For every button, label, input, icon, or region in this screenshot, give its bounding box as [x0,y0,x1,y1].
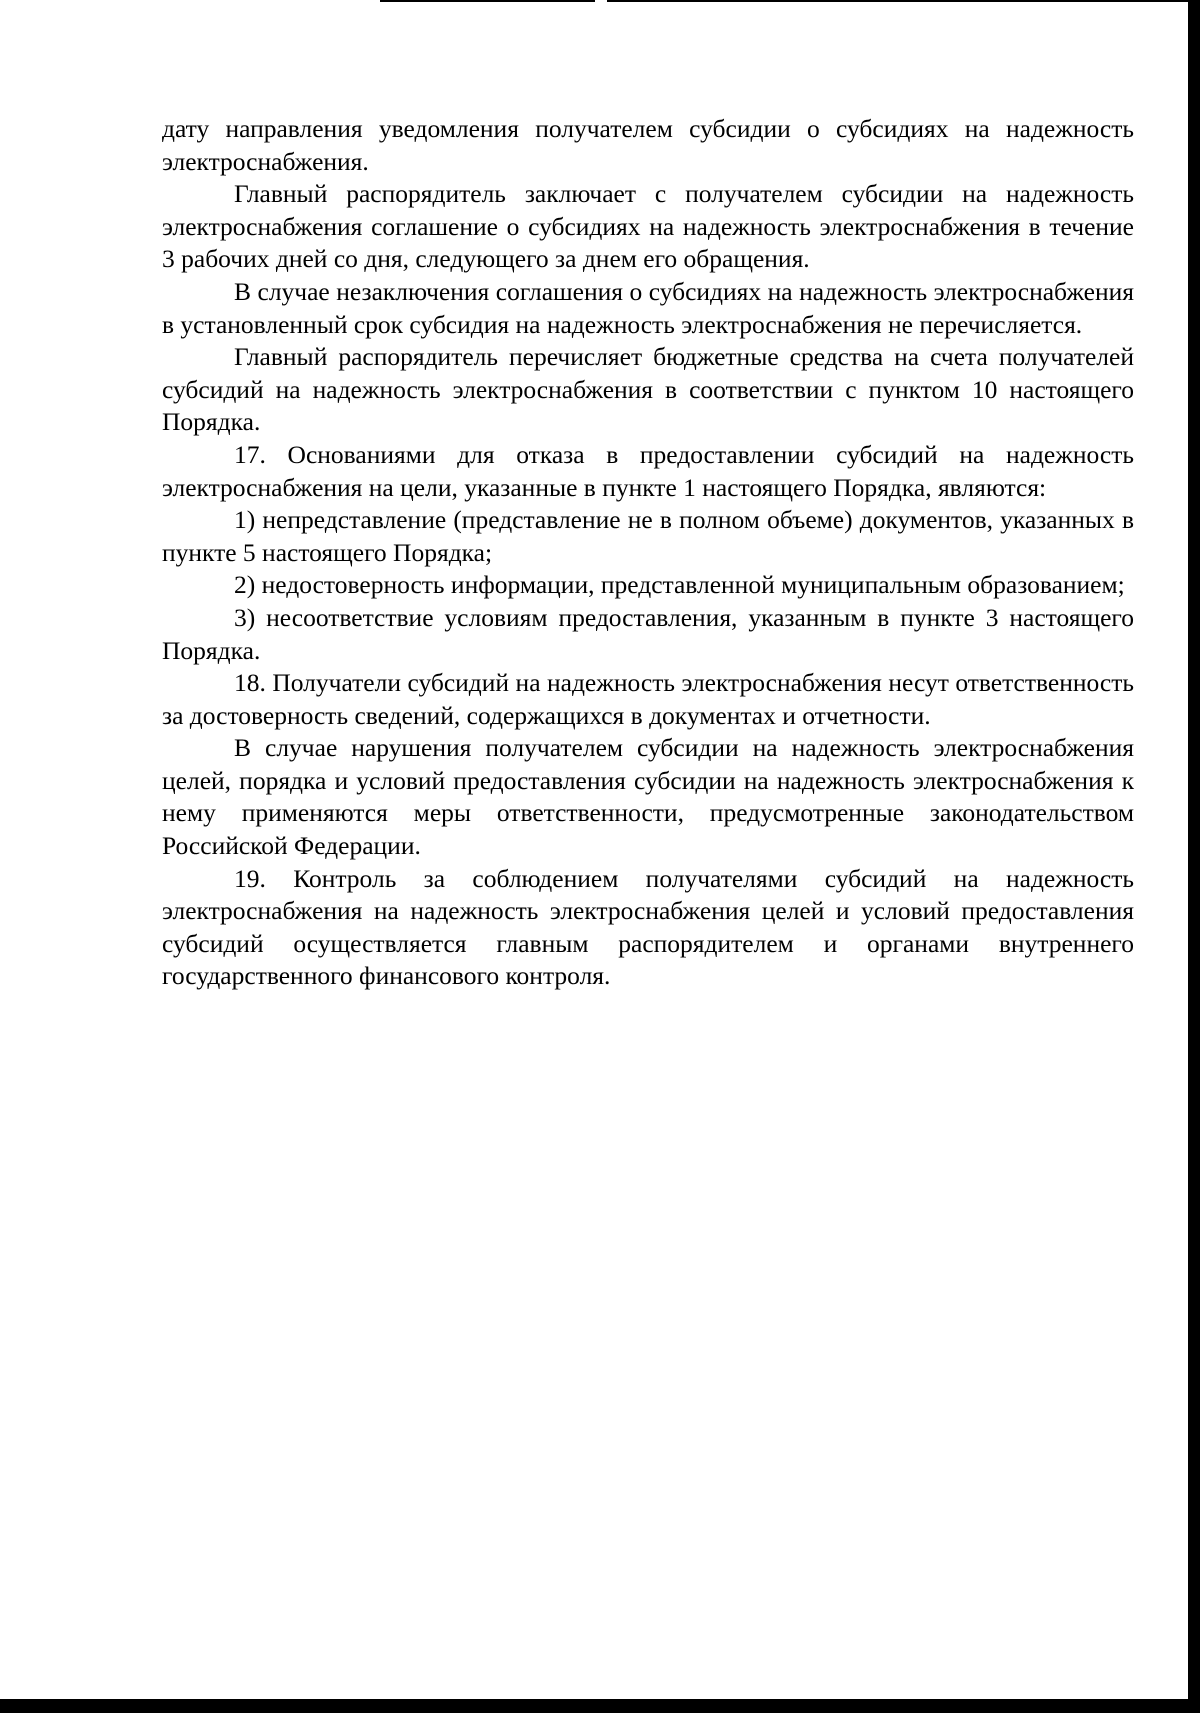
paragraph-18: 18. Получатели субсидий на надежность электроснабжения несут ответственность за достоверность сведений, содержащихся в документах и отчетности. [162,668,1134,730]
scan-edge-right [1188,0,1200,1713]
paragraph-violation: В случае нарушения получателем субсидии на надежность электроснабжения целей, порядка и условий предоставления субсидии на надежность электроснабжения к нему применяются меры ответственности, предусмотренные законодательством Российской Федерации. [162,733,1134,861]
list-item-3: 3) несоответствие условиям предоставления, указанным в пункте 3 настоящего Порядка. [162,602,1134,665]
paragraph-agreement: Главный распорядитель заключает с получателем субсидии на надежность электроснабжения соглашение о субсидиях на надежность электроснабжения в течение 3 рабочих дней со дня, следующего за днем его обращения. [162,179,1134,274]
scan-edge-bottom [0,1699,1200,1713]
list-item-2: 2) недостоверность информации, представленной муниципальным образованием; [234,570,1125,600]
paragraph-19: 19. Контроль за соблюдением получателями субсидий на надежность электроснабжения на надежность электроснабжения целей и условий предоставления субсидий осуществляется главным распорядителем и органами внутреннего государственного финансового контроля. [162,863,1134,991]
list-item-1: 1) непредставление (представление не в полном объеме) документов, указанных в пункте 5 настоящего Порядка; [162,505,1134,567]
document-body [162,113,1134,993]
paragraph-17: 17. Основаниями для отказа в предоставлении субсидий на надежность электроснабжения на цели, указанные в пункте 1 настоящего Порядка, являются: [162,439,1134,502]
paragraph-continuation: дату направления уведомления получателем субсидии о субсидиях на надежность электроснабжения. [162,114,1134,176]
paragraph-non-conclusion: В случае незаключения соглашения о субсидиях на надежность электроснабжения в установленный срок субсидия на надежность электроснабжения не перечисляется. [162,276,1134,339]
paragraph-transfer: Главный распорядитель перечисляет бюджетные средства на счета получателей субсидий на надежность электроснабжения в соответствии с пунктом 10 настоящего Порядка. [162,342,1134,437]
scan-edge-top-right [607,0,1190,2]
scan-edge-top-left [380,0,595,2]
